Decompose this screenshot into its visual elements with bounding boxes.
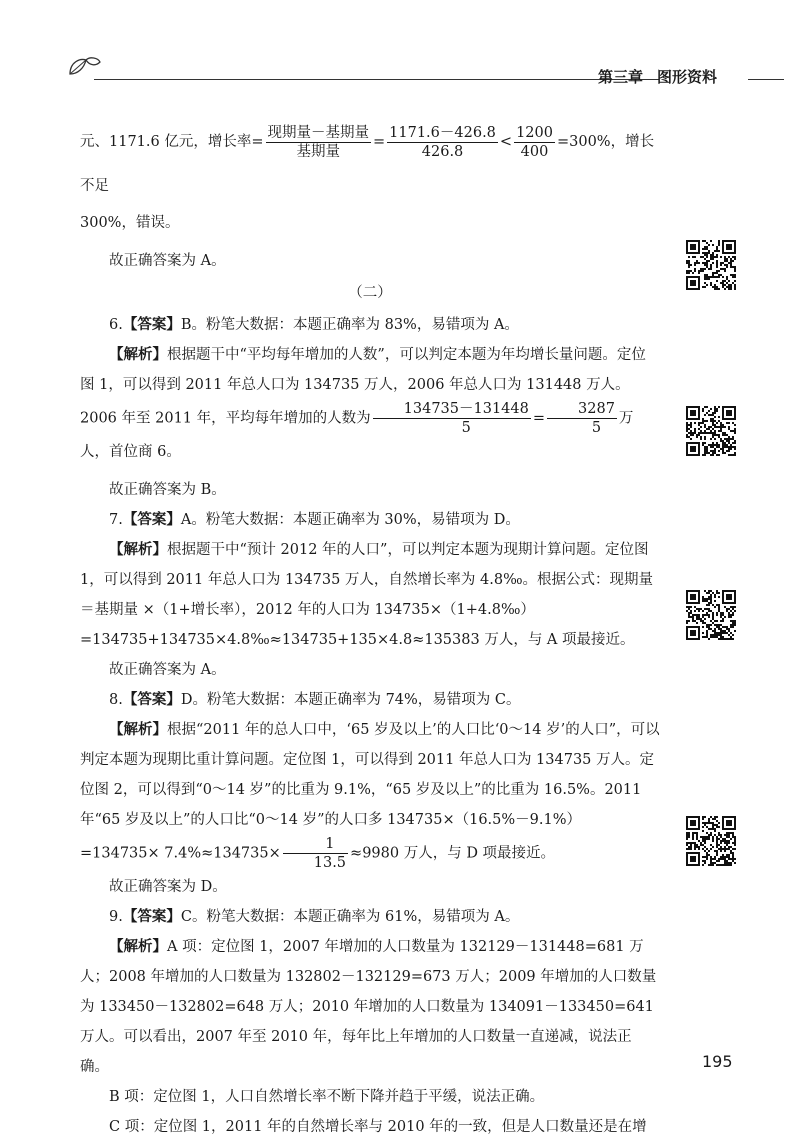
q9-option-b: B 项：定位图 1，人口自然增长率不断下降并趋于平缓，说法正确。 [109, 1089, 545, 1105]
q7-analysis: 【解析】根据题干中“预计 2012 年的人口”，可以判定本题为现期计算问题。定位图 1，可以得到 2011 年总人口为 134735 万人，自然增长率为 4.8‰。根据公式：现期量＝基期量 ×（1+增长率），2012 年的人口为 134735×（1+4.8‰）=134735+134735×4.8‰≈134735+135×4.8≈135383 万人，与 A 项最接近。 [80, 542, 654, 648]
answer-tag: 【答案】 [122, 909, 181, 925]
analysis-tag: 【解析】 [109, 939, 167, 955]
q7-conclusion: 故正确答案为 A。 [109, 662, 226, 678]
qr-code-q6[interactable] [686, 240, 736, 290]
answer-tag: 【答案】 [122, 512, 181, 528]
page-header [64, 52, 764, 92]
fraction-q6-b: $\frac{3287}{5}$ [547, 400, 617, 437]
fraction-q8: $\frac{1}{13.5}$ [283, 835, 348, 872]
fraction-growth-values: $\frac{1171.6-426.8}{426.8}$ [389, 124, 496, 160]
intro-conclusion: 故正确答案为 A。 [109, 253, 226, 269]
q7-header: 7.【答案】A。粉笔大数据：本题正确率为 30%，易错项为 D。 [109, 512, 520, 528]
section-title: （二） [348, 285, 392, 301]
chapter-number: 第三章 [598, 68, 644, 86]
qr-code-q8[interactable] [686, 590, 736, 640]
q9-option-c: C 项：定位图 1，2011 年的自然增长率与 2010 年的一致，但是人口数量还是在增 [109, 1119, 647, 1135]
intro-formula-line: 元、1171.6 亿元，增长率= $\frac{\text{现期量－基期量}}{\text{基期量}}$ = $\frac{1171.6-426.8}{426.8}$ < $\frac{1200}{400}$ =300%，增长不足 [80, 124, 655, 194]
analysis-tag: 【解析】 [109, 722, 167, 738]
q6-header: 6.【答案】B。粉笔大数据：本题正确率为 83%，易错项为 A。 [109, 317, 519, 333]
chapter-title [598, 66, 717, 87]
page-content [80, 120, 660, 1142]
qr-code-q7[interactable] [686, 406, 736, 456]
fraction-q6-a: $\frac{134735-131448}{5}$ [373, 400, 531, 437]
q8-conclusion: 故正确答案为 D。 [109, 879, 227, 895]
header-rule-right [748, 79, 784, 80]
fraction-estimate: $\frac{1200}{400}$ [516, 124, 553, 160]
answer-tag: 【答案】 [122, 692, 181, 708]
analysis-tag: 【解析】 [109, 347, 167, 363]
answer-tag: 【答案】 [122, 317, 181, 333]
q9-analysis: 【解析】A 项：定位图 1，2007 年增加的人口数量为 132129－131448=681 万人；2008 年增加的人口数量为 132802－132129=673 万人；2009 年增加的人口数量为 133450－132802=648 万人；2010 年增加的人口数量为 134091－133450=641 万人。可以看出，2007 年至 2010 年，每年比上年增加的人口数量一直递减，说法正确。 [80, 939, 657, 1075]
page-number: 195 [702, 1052, 733, 1071]
intro-text-b: =300%，增长不足 [80, 134, 655, 194]
header-rule-left [94, 79, 659, 80]
leaf-icon [64, 52, 104, 82]
chapter-name: 图形资料 [657, 68, 718, 86]
qr-code-q9[interactable] [686, 816, 736, 866]
analysis-tag: 【解析】 [109, 542, 167, 558]
q9-header: 9.【答案】C。粉笔大数据：本题正确率为 61%，易错项为 A。 [109, 909, 520, 925]
intro-text-a: 元、1171.6 亿元，增长率= [80, 134, 264, 150]
q8-header: 8.【答案】D。粉笔大数据：本题正确率为 74%，易错项为 C。 [109, 692, 521, 708]
fraction-growth-formula: $\frac{\text{现期量－基期量}}{\text{基期量}}$ [267, 124, 369, 160]
q8-analysis: 【解析】根据“2011 年的总人口中，‘65 岁及以上’的人口比‘0～14 岁’的人口”，可以判定本题为现期比重计算问题。定位图 1，可以得到 2011 年总人口为 134735 万人。定位图 2，可以得到“0～14 岁”的比重为 9.1%，“65 岁及以上”的比重为 16.5%。2011 年“65 岁及以上”的人口比“0～14 岁”的人口多 134735×（16.5%－9.1%）=134735× 7.4%≈134735× $\frac{1}{13.5}$ ≈9980 万人，与 D 项最接近。 [80, 722, 660, 871]
q6-analysis: 【解析】根据题干中“平均每年增加的人数”，可以判定本题为年均增长量问题。定位图 1，可以得到 2011 年总人口为 134735 万人，2006 年总人口为 131448 万人。2006 年至 2011 年，平均每年增加的人数为 $\frac{134735-131448}{5}$ = $\frac{3287}{5}$ 万人，首位商 6。 [80, 347, 646, 460]
intro-text-c: 300%，错误。 [80, 215, 180, 231]
q6-conclusion: 故正确答案为 B。 [109, 482, 226, 498]
